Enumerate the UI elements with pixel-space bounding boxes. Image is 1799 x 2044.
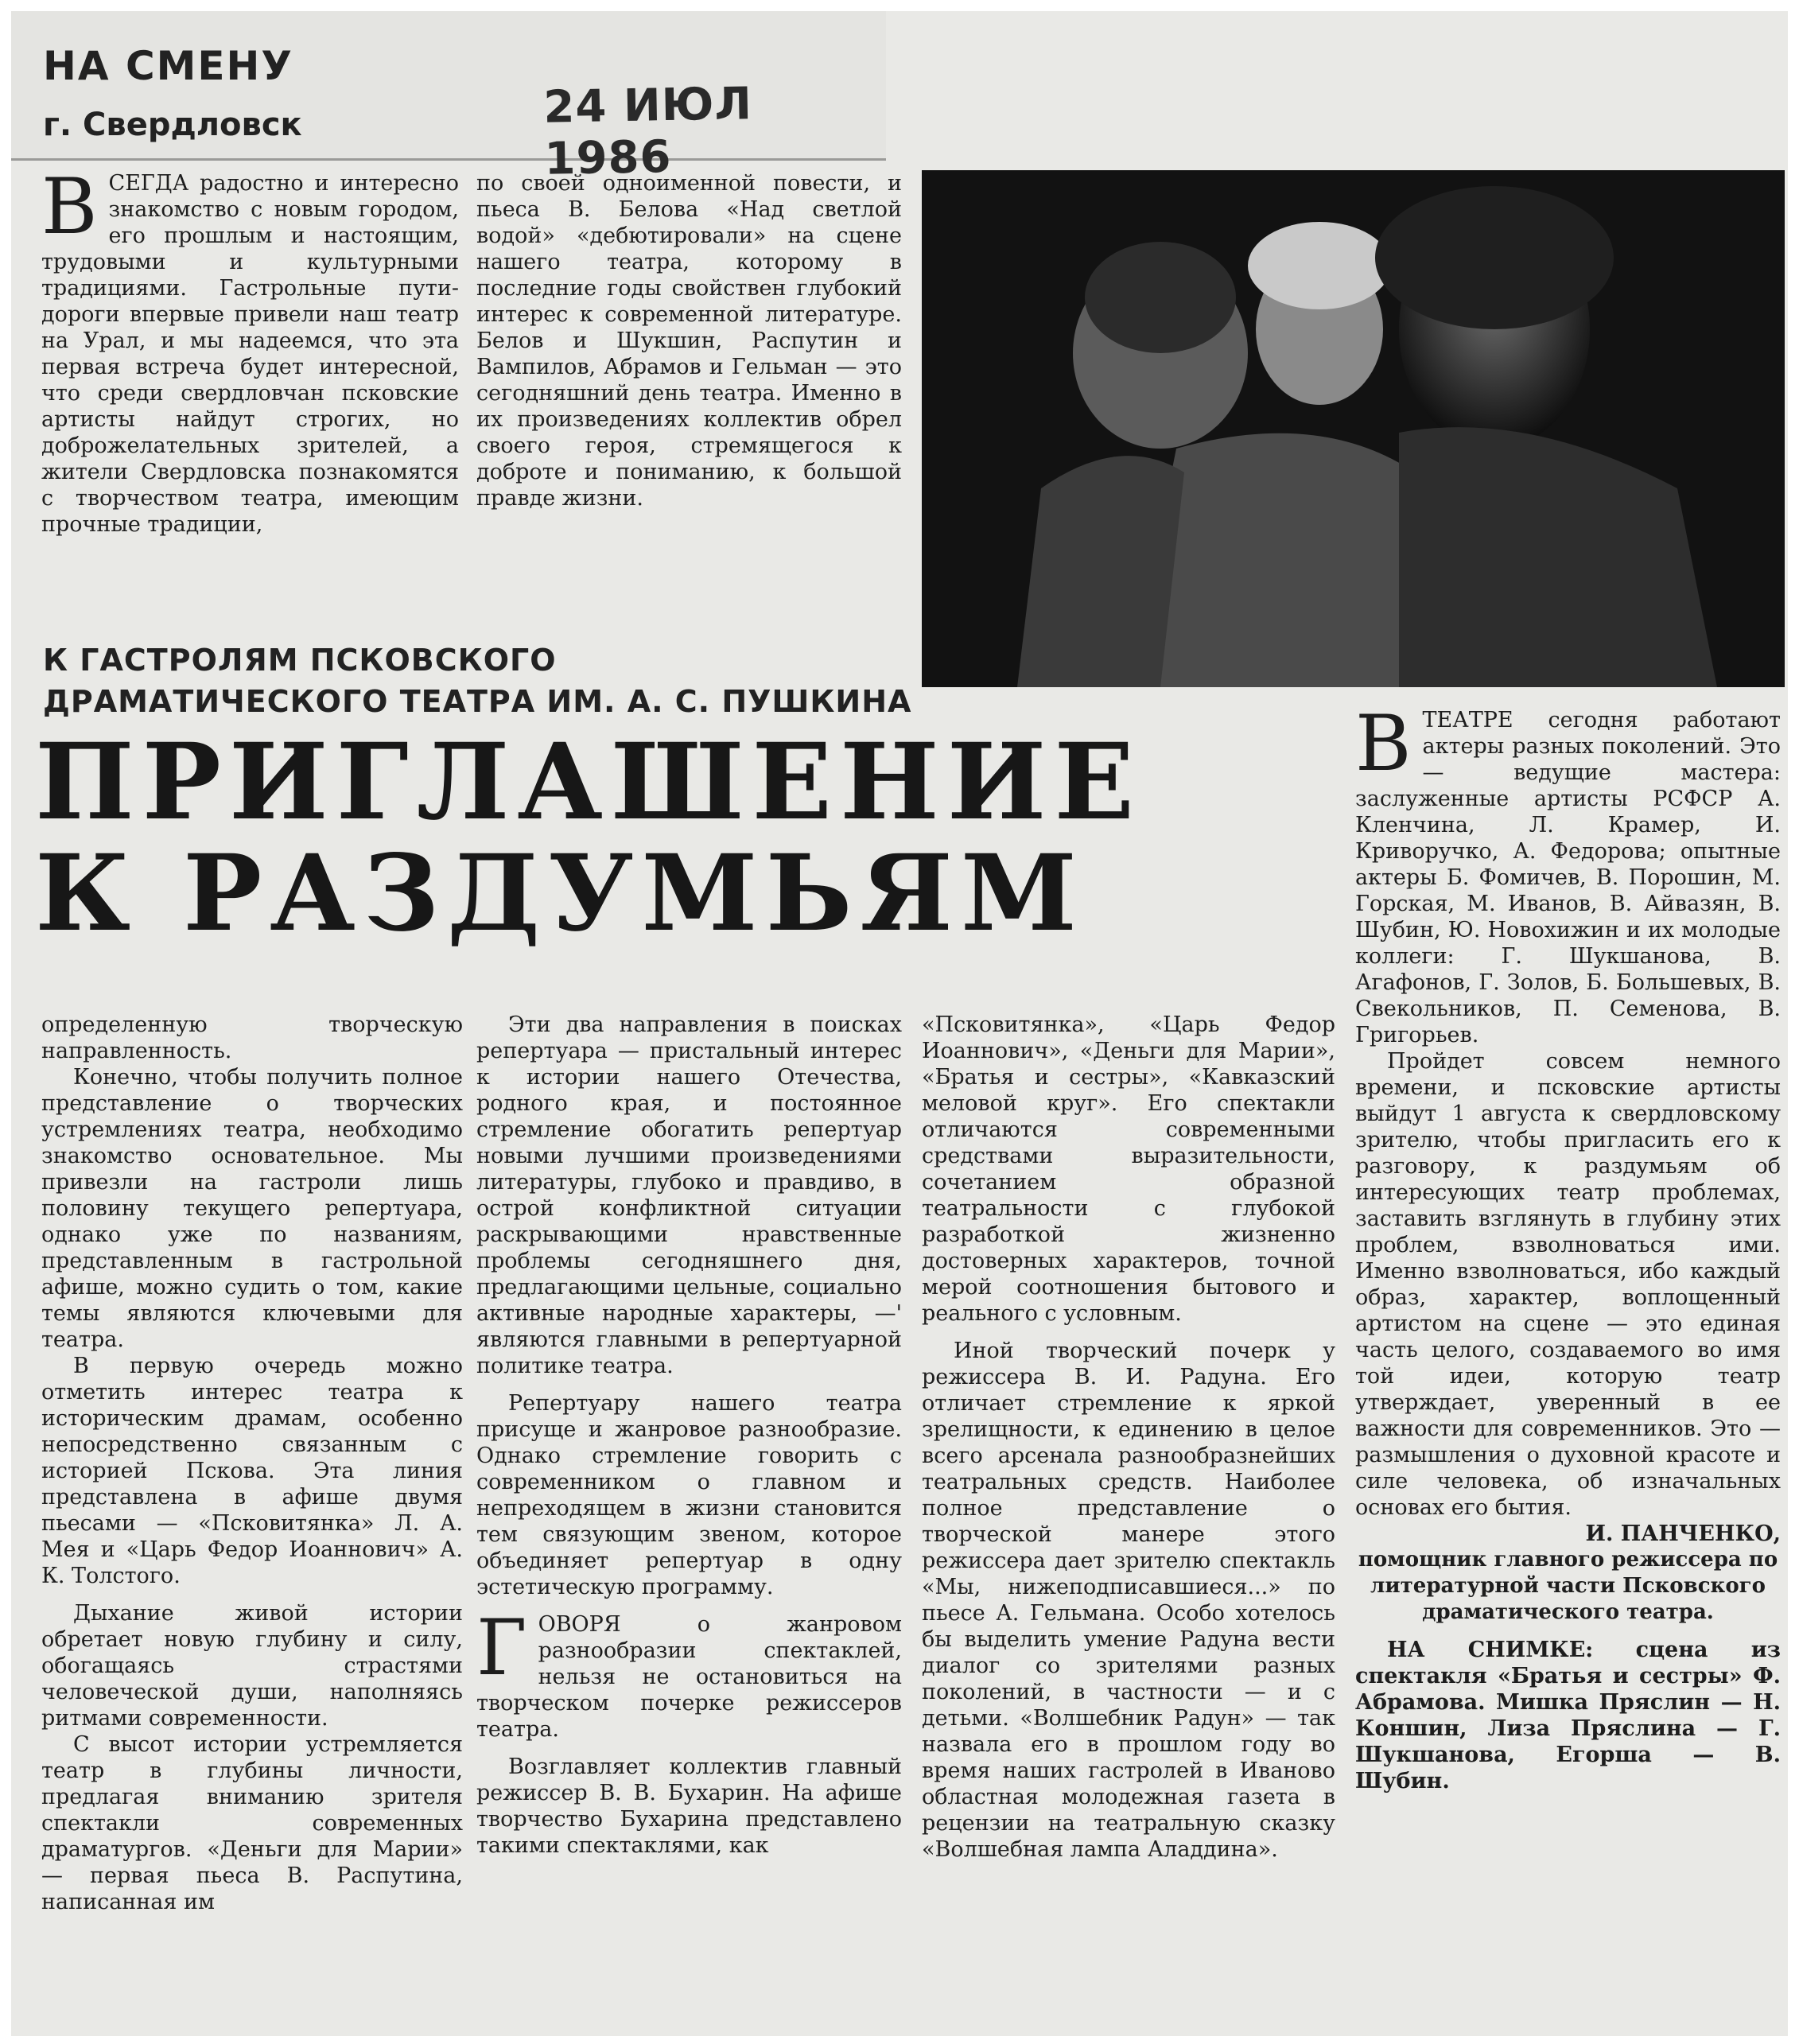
drop-cap: Г (476, 1603, 527, 1692)
paragraph: Пройдет совсем немного времени, и псковские артисты выйдут 1 августа к свердловскому зрителю, чтобы пригласить его к разговору, к раздумьям об интересующих театр проблемах, заставить взглянуть в глубину этих проблем, взволноваться ими. Именно взволноваться, ибо каждый образ, характер, воплощенный артистом на сцене — это единая часть целого, создаваемого во имя той идеи, которую театр утверждает, уверенный в ее важности для современников. Это — размышления о духовной красоте и силе человека, об изначальных основах его бытия. (1355, 1049, 1781, 1520)
paragraph: Конечно, чтобы получить полное представление о творческих устремлениях театра, необходимо знакомство основательное. Мы привезли на гастроли лишь половину текущего репертуара, однако уже по названиям, представленным в гастрольной афише, можно судить о том, какие темы являются ключевыми для театра. (41, 1065, 463, 1352)
body-column-4 (1355, 699, 1781, 1794)
photo-caption (1355, 1637, 1781, 1794)
body-column-3 (922, 1012, 1335, 1863)
paragraph: Репертуару нашего театра присуще и жанровое разнообразие. Однако стремление говорить с современником о главном и непреходящем в жизни становится тем связующим звеном, которое объединяет репертуар в одну эстетическую программу. (476, 1391, 902, 1599)
kicker-line-2: ДРАМАТИЧЕСКОГО ТЕАТРА ИМ. А. С. ПУШКИНА (43, 684, 912, 719)
intro-column-2 (476, 170, 902, 511)
paragraph: В первую очередь можно отметить интерес театра к историческим драмам, особенно непосредственно связанным с историей Пскова. Эта линия представлена в афише двумя пьесами — «Псковитянка» Л. А. Мея и «Царь Федор Иоаннович» А. К. Толстого. (41, 1354, 463, 1588)
kicker (43, 639, 911, 722)
intro-paragraph-1 (41, 162, 459, 538)
newspaper-city: г. Свердловск (43, 107, 302, 143)
headline-line-2: К РАЗДУМЬЯМ (35, 832, 1086, 955)
paragraph-dropcap (1355, 699, 1781, 1048)
paragraph: Иной творческий почерк у режиссера В. И. Радуна. Его отличает стремление к яркой зрелищности, к единению в целое всего арсенала разнообразнейших театральных средств. Наиболее полное представление о творческой манере этого режиссера дает зрителю спектакль «Мы, нижеподписавшиеся...» по пьесе А. Гельмана. Особо хотелось бы выделить умение Радуна вести диалог со зрителями разных поколений, в частности — и с детьми. «Волшебник Радун» — так назвала его в прошлом году во время наших гастролей в Иваново областная молодежная газета в рецензии на театральную сказку «Волшебная лампа Аладдина». (922, 1339, 1335, 1862)
paragraph: Возглавляет коллектив главный режиссер В. В. Бухарин. На афише творчество Бухарина представлено такими спектаклями, как (476, 1754, 902, 1858)
author-role: помощник главного режиссера по литературной части Псковского драматического театра. (1358, 1548, 1778, 1624)
paragraph: С высот истории устремляется театр в глубины личности, предлагая вниманию зрителя спектакли современных драматургов. «Деньги для Марии» — первая пьеса В. Распутина, написанная им (41, 1732, 463, 1914)
intro-text-1: СЕГДА радостно и интересно знакомство с новым городом, его прошлым и настоящим, трудовыми и культурными традициями. Гастрольные пути-дороги впервые привели наш театр на Урал, и мы надеемся, что эта первая встреча будет интересной, что среди свердловчан псковские артисты найдут строгих, но доброжелательных зрителей, а жители Свердловска познакомятся с творчеством театра, имеющим прочные традиции, (41, 171, 459, 537)
caption-text: сцена из спектакля «Братья и сестры» Ф. Абрамова. Мишка Пряслин — Н. Коншин, Лиза Пряслина — Г. Шукшанова, Егорша — В. Шубин. (1355, 1638, 1781, 1793)
author-signature: И. ПАНЧЕНКО, (1585, 1521, 1781, 1546)
paragraph: Дыхание живой истории обретает новую глубину и силу, обогащаясь страстями человеческой души, наполняясь ритмами современности. (41, 1601, 463, 1731)
paragraph-dropcap (476, 1603, 902, 1743)
intro-paragraph-2: по своей одноименной повести, и пьеса В. Белова «Над светлой водой» «дебютировали» на сцене нашего театра, которому в последние годы свойствен глубокий интерес к современной литературе. Белов и Шукшин, Распутин и Вампилов, Абрамов и Гельман — это сегодняшний день театра. Именно в их произведениях коллектив обрел своего героя, стремящегося к доброте и пониманию, к большой правде жизни. (476, 171, 902, 511)
paragraph: определенную творческую направленность. (41, 1012, 463, 1063)
intro-column-1 (41, 162, 459, 538)
paragraph-text: ТЕАТРЕ сегодня работают актеры разных поколений. Это — ведущие мастера: заслуженные артисты РСФСР А. Кленчина, Л. Крамер, И. Криворучко, А. Федорова; опытные актеры Б. Фомичев, В. Порошин, М. Горская, М. Иванов, В. Айвазян, В. Шубин, Ю. Новохижин и их молодые коллеги: Г. Шукшанова, В. Агафонов, Г. Золов, Б. Большевых, В. Свекольников, П. Семенова, В. Григорьев. (1355, 708, 1781, 1047)
drop-cap: В (41, 162, 98, 251)
body-column-2 (476, 1012, 902, 1859)
newspaper-clipping (11, 11, 1788, 2036)
stage-photo (922, 170, 1785, 687)
date-stamp: 24 ИЮЛ 1986 (542, 78, 753, 185)
paragraph: Эти два направления в поисках репертуара — пристальный интерес к истории нашего Отечества, родного края, и постоянное стремление обогатить репертуар новыми лучшими произведениями литературы, глубоко и правдиво, в острой конфликтной ситуации раскрывающими нравственные проблемы сегодняшнего дня, предлагающими цельные, социально активные народные характеры, —' являются главными в репертуарной политике театра. (476, 1012, 902, 1378)
headline-line-1: ПРИГЛАШЕНИЕ (35, 721, 1143, 844)
newspaper-title: НА СМЕНУ (43, 43, 293, 89)
caption-label: НА СНИМКЕ: (1387, 1638, 1594, 1662)
body-column-1 (41, 1012, 463, 1915)
paragraph: «Псковитянка», «Царь Федор Иоаннович», «Деньги для Марии», «Братья и сестры», «Кавказский меловой круг». Его спектакли отличаются современными средствами выразительности, сочетанием образной театральности с глубокой разработкой жизненно достоверных характеров, точной мерой соотношения бытового и реального с условным. (922, 1012, 1335, 1326)
kicker-line-1: К ГАСТРОЛЯМ ПСКОВСКОГО (43, 643, 557, 678)
headline (35, 721, 1143, 955)
masthead (11, 11, 886, 185)
paragraph-text: ОВОРЯ о жанровом разнообразии спектаклей, нельзя не остановиться на творческом почерке режиссеров театра. (476, 1612, 902, 1742)
stage-photo-image (922, 170, 1785, 687)
drop-cap: В (1355, 699, 1412, 788)
